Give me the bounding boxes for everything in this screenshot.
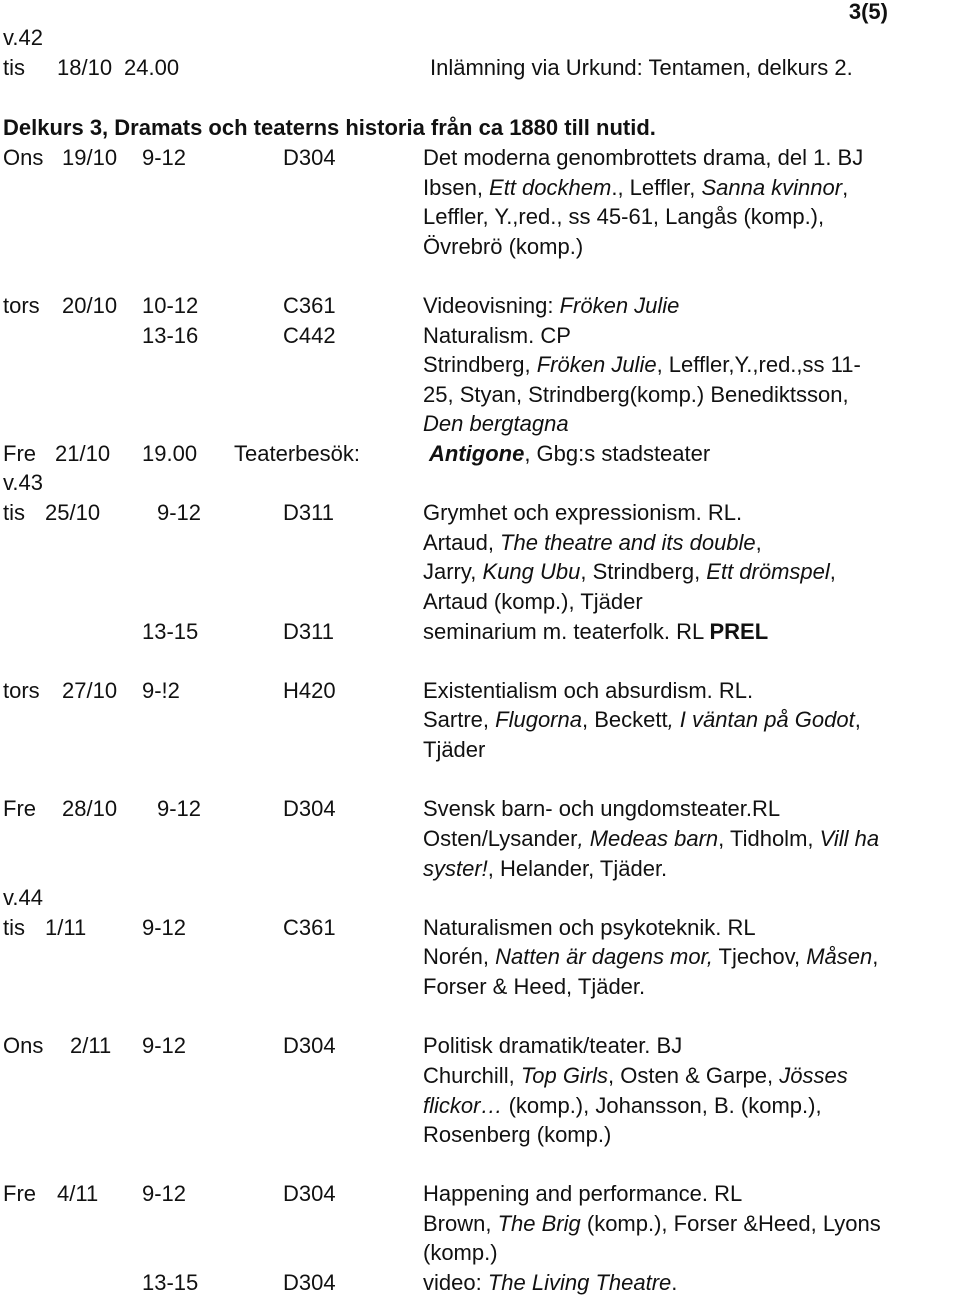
day: Fre [3,1181,36,1206]
date: 27/10 [62,678,118,703]
week-number: v.43 [3,470,43,495]
description: Forser & Heed, Tjäder. [423,974,646,999]
description: Svensk barn- och ungdomsteater.RL [423,796,781,821]
description: Existentialism och absurdism. RL. [423,678,754,703]
description-line [0,557,960,587]
day: tis [3,500,25,525]
room: Teaterbesök: [234,441,360,466]
time: 9-12 [157,796,202,821]
description-line [0,528,960,558]
description: Rosenberg (komp.) [423,1122,612,1147]
description: flickor… (komp.), Johansson, B. (komp.), [423,1093,822,1118]
description-line [0,587,960,617]
week-label [0,23,960,53]
time: 9-!2 [142,678,180,703]
description: Leffler, Y.,red., ss 45-61, Langås (komp.), [423,204,825,229]
schedule-row [0,321,960,351]
schedule-row [0,1031,960,1061]
description-line [0,1120,960,1150]
description: Inlämning via Urkund: Tentamen, delkurs 2. [430,55,853,80]
description: Naturalism. CP [423,323,571,348]
room: D311 [283,500,334,525]
room: D304 [283,1033,336,1058]
description-line [0,1238,960,1268]
schedule-row [0,498,960,528]
description: video: The Living Theatre. [423,1270,678,1295]
description-line [0,1061,960,1091]
description-line [0,409,960,439]
description-line [0,735,960,765]
day: tors [3,293,40,318]
day: Ons [3,145,44,170]
time: 9-12 [142,145,187,170]
description: Happening and performance. RL [423,1181,743,1206]
description: Den bergtagna [423,411,569,436]
description-line [0,705,960,735]
description: Norén, Natten är dagens mor, Tjechov, Måsen, [423,944,879,969]
day: tis [3,55,25,80]
schedule-row [0,1179,960,1209]
description-line [0,232,960,262]
description-line [0,1091,960,1121]
description: (komp.) [423,1240,498,1265]
room: D304 [283,796,336,821]
schedule-row [0,291,960,321]
day: tis [3,915,25,940]
description-line [0,942,960,972]
schedule-row [0,794,960,824]
description-line [0,1209,960,1239]
description-line [0,972,960,1002]
schedule-row [0,143,960,173]
time: 24.00 [124,55,180,80]
date: 21/10 [55,441,111,466]
schedule-row [0,439,960,469]
description: Naturalismen och psykoteknik. RL [423,915,756,940]
description: Politisk dramatik/teater. BJ [423,1033,683,1058]
description-line [0,854,960,884]
schedule-row [0,53,960,83]
schedule-row [0,617,960,647]
schedule-row [0,1268,960,1298]
description: Tjäder [423,737,486,762]
day: Fre [3,441,36,466]
description: Videovisning: Fröken Julie [423,293,680,318]
room: D311 [283,619,334,644]
description: syster!, Helander, Tjäder. [423,856,668,881]
room: C361 [283,293,336,318]
description: Ibsen, Ett dockhem., Leffler, Sanna kvinnor, [423,175,849,200]
week-label [0,468,960,498]
date: 18/10 [57,55,113,80]
week-number: v.44 [3,885,43,910]
time: 19.00 [142,441,198,466]
date: 2/11 [70,1033,112,1058]
date: 4/11 [57,1181,99,1206]
room: D304 [283,1270,336,1295]
description: Sartre, Flugorna, Beckett, I väntan på Godot, [423,707,861,732]
description: Det moderna genombrottets drama, del 1. BJ [423,145,864,170]
description-line [0,350,960,380]
time: 9-12 [142,1033,187,1058]
description: Strindberg, Fröken Julie, Leffler,Y.,red.,ss 11- [423,352,861,377]
description: Brown, The Brig (komp.), Forser &Heed, Lyons [423,1211,881,1236]
description: 25, Styan, Strindberg(komp.) Benediktsson, [423,382,849,407]
description: Artaud, The theatre and its double, [423,530,762,555]
schedule-row [0,676,960,706]
room: C442 [283,323,336,348]
section-heading [0,113,960,143]
date: 1/11 [45,915,87,940]
description: Jarry, Kung Ubu, Strindberg, Ett drömspel, [423,559,836,584]
time: 9-12 [142,915,187,940]
description: Osten/Lysander, Medeas barn, Tidholm, Vill ha [423,826,880,851]
time: 9-12 [157,500,202,525]
schedule-row [0,913,960,943]
description: seminarium m. teaterfolk. RL PREL [423,619,769,644]
description: Artaud (komp.), Tjäder [423,589,643,614]
day: Fre [3,796,36,821]
time: 9-12 [142,1181,187,1206]
week-label [0,883,960,913]
description: Övrebrö (komp.) [423,234,584,259]
day: Ons [3,1033,44,1058]
date: 20/10 [62,293,118,318]
date: 28/10 [62,796,118,821]
description: Grymhet och expressionism. RL. [423,500,743,525]
page-number: 3(5) [848,0,888,24]
date: 19/10 [62,145,118,170]
room: D304 [283,145,336,170]
description-line [0,824,960,854]
room: D304 [283,1181,336,1206]
time: 13-15 [142,1270,199,1295]
time: 13-16 [142,323,199,348]
week-number: v.42 [3,25,43,50]
section-title: Delkurs 3, Dramats och teaterns historia från ca 1880 till nutid. [3,115,656,140]
time: 13-15 [142,619,199,644]
description: Churchill, Top Girls, Osten & Garpe, Jösses [423,1063,848,1088]
room: H420 [283,678,336,703]
description-line [0,202,960,232]
description-line [0,173,960,203]
day: tors [3,678,40,703]
room: C361 [283,915,336,940]
date: 25/10 [45,500,101,525]
description: Antigone, Gbg:s stadsteater [429,441,711,466]
time: 10-12 [142,293,199,318]
description-line [0,380,960,410]
